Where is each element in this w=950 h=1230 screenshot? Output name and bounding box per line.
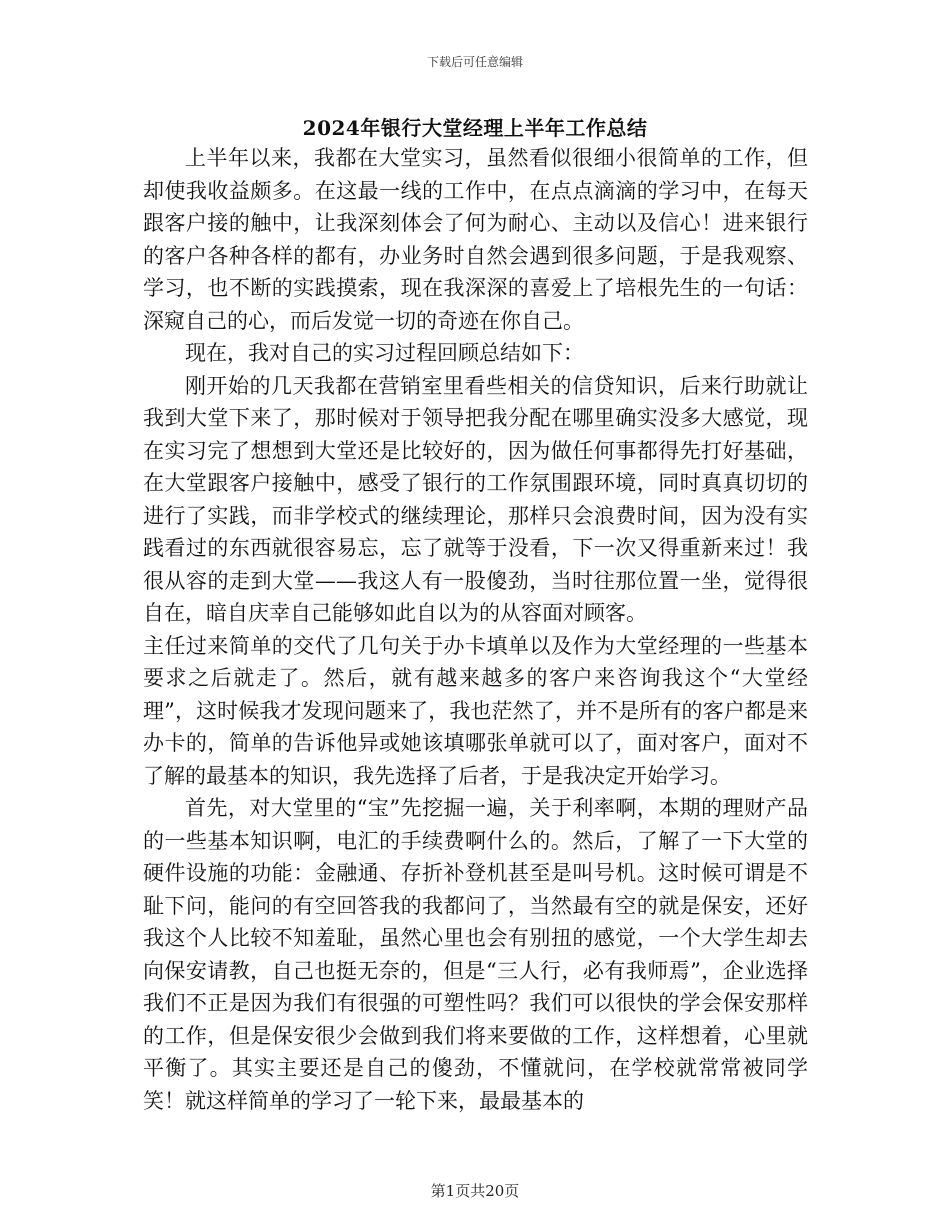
- paragraph-learning: 首先，对大堂里的“宝”先挖掘一遍，关于利率啊，本期的理财产品的一些基本知识啊，电汇的手续费啊什么的。然后，了解了一下大堂的硬件设施的功能：金融通、存折补登机甚至是叫号机。这时候可谓是不耻下问，能问的有空回答我的我都问了，当然最有空的就是保安，还好我这个人比较不知羞耻，虽然心里也会有别扭的感觉，一个大学生却去向保安请教，自己也挺无奈的，但是“三人行，必有我师焉”，企业选择我们不正是因为我们有很强的可塑性吗？我们可以很快的学会保安那样的工作，但是保安很少会做到我们将来要做的工作，这样想着，心里就平衡了。其实主要还是自己的傻劲，不懂就问，在学校就常常被同学笑！就这样简单的学习了一轮下来，最最基本的: [143, 796, 808, 1113]
- paragraph-director: 主任过来简单的交代了几句关于办卡填单以及作为大堂经理的一些基本要求之后就走了。然后，就有越来越多的客户来咨询我这个“大堂经理”，这时候我才发现问题来了，我也茫然了，并不是所有的客户都是来办卡的，简单的告诉他异或她该填哪张单就可以了，面对客户，面对不了解的最基本的知识，我先选择了后者，于是我决定开始学习。: [143, 633, 808, 788]
- paragraph-summary-lead: 现在，我对自己的实习过程回顾总结如下：: [185, 341, 584, 365]
- document-body: [143, 142, 808, 1117]
- page-footer: 第1页共20页: [430, 1182, 520, 1200]
- document-title: 2024年银行大堂经理上半年工作总结: [302, 116, 648, 140]
- paragraph-first-days: 刚开始的几天我都在营销室里看些相关的信贷知识，后来行助就让我到大堂下来了，那时候对于领导把我分配在哪里确实没多大感觉，现在实习完了想想到大堂还是比较好的，因为做任何事都得先打好基础，在大堂跟客户接触中，感受了银行的工作氛围跟环境，同时真真切切的进行了实践，而非学校式的继续理论，那样只会浪费时间，因为没有实践看过的东西就很容易忘，忘了就等于没看，下一次又得重新来过！我很从容的走到大堂——我这人有一股傻劲，当时往那位置一坐，觉得很自在，暗自庆幸自己能够如此自以为的从容面对顾客。: [143, 373, 808, 625]
- paragraph-intro: 上半年以来，我都在大堂实习，虽然看似很细小很简单的工作，但却使我收益颇多。在这最一线的工作中，在点点滴滴的学习中，在每天跟客户接的触中，让我深刻体会了何为耐心、主动以及信心！进来银行的客户各种各样的都有，办业务时自然会遇到很多问题，于是我观察、学习，也不断的实践摸索，现在我深深的喜爱上了培根先生的一句话：深窥自己的心，而后发觉一切的奇迹在你自己。: [143, 146, 808, 333]
- header-note: 下载后可任意编辑: [426, 55, 523, 69]
